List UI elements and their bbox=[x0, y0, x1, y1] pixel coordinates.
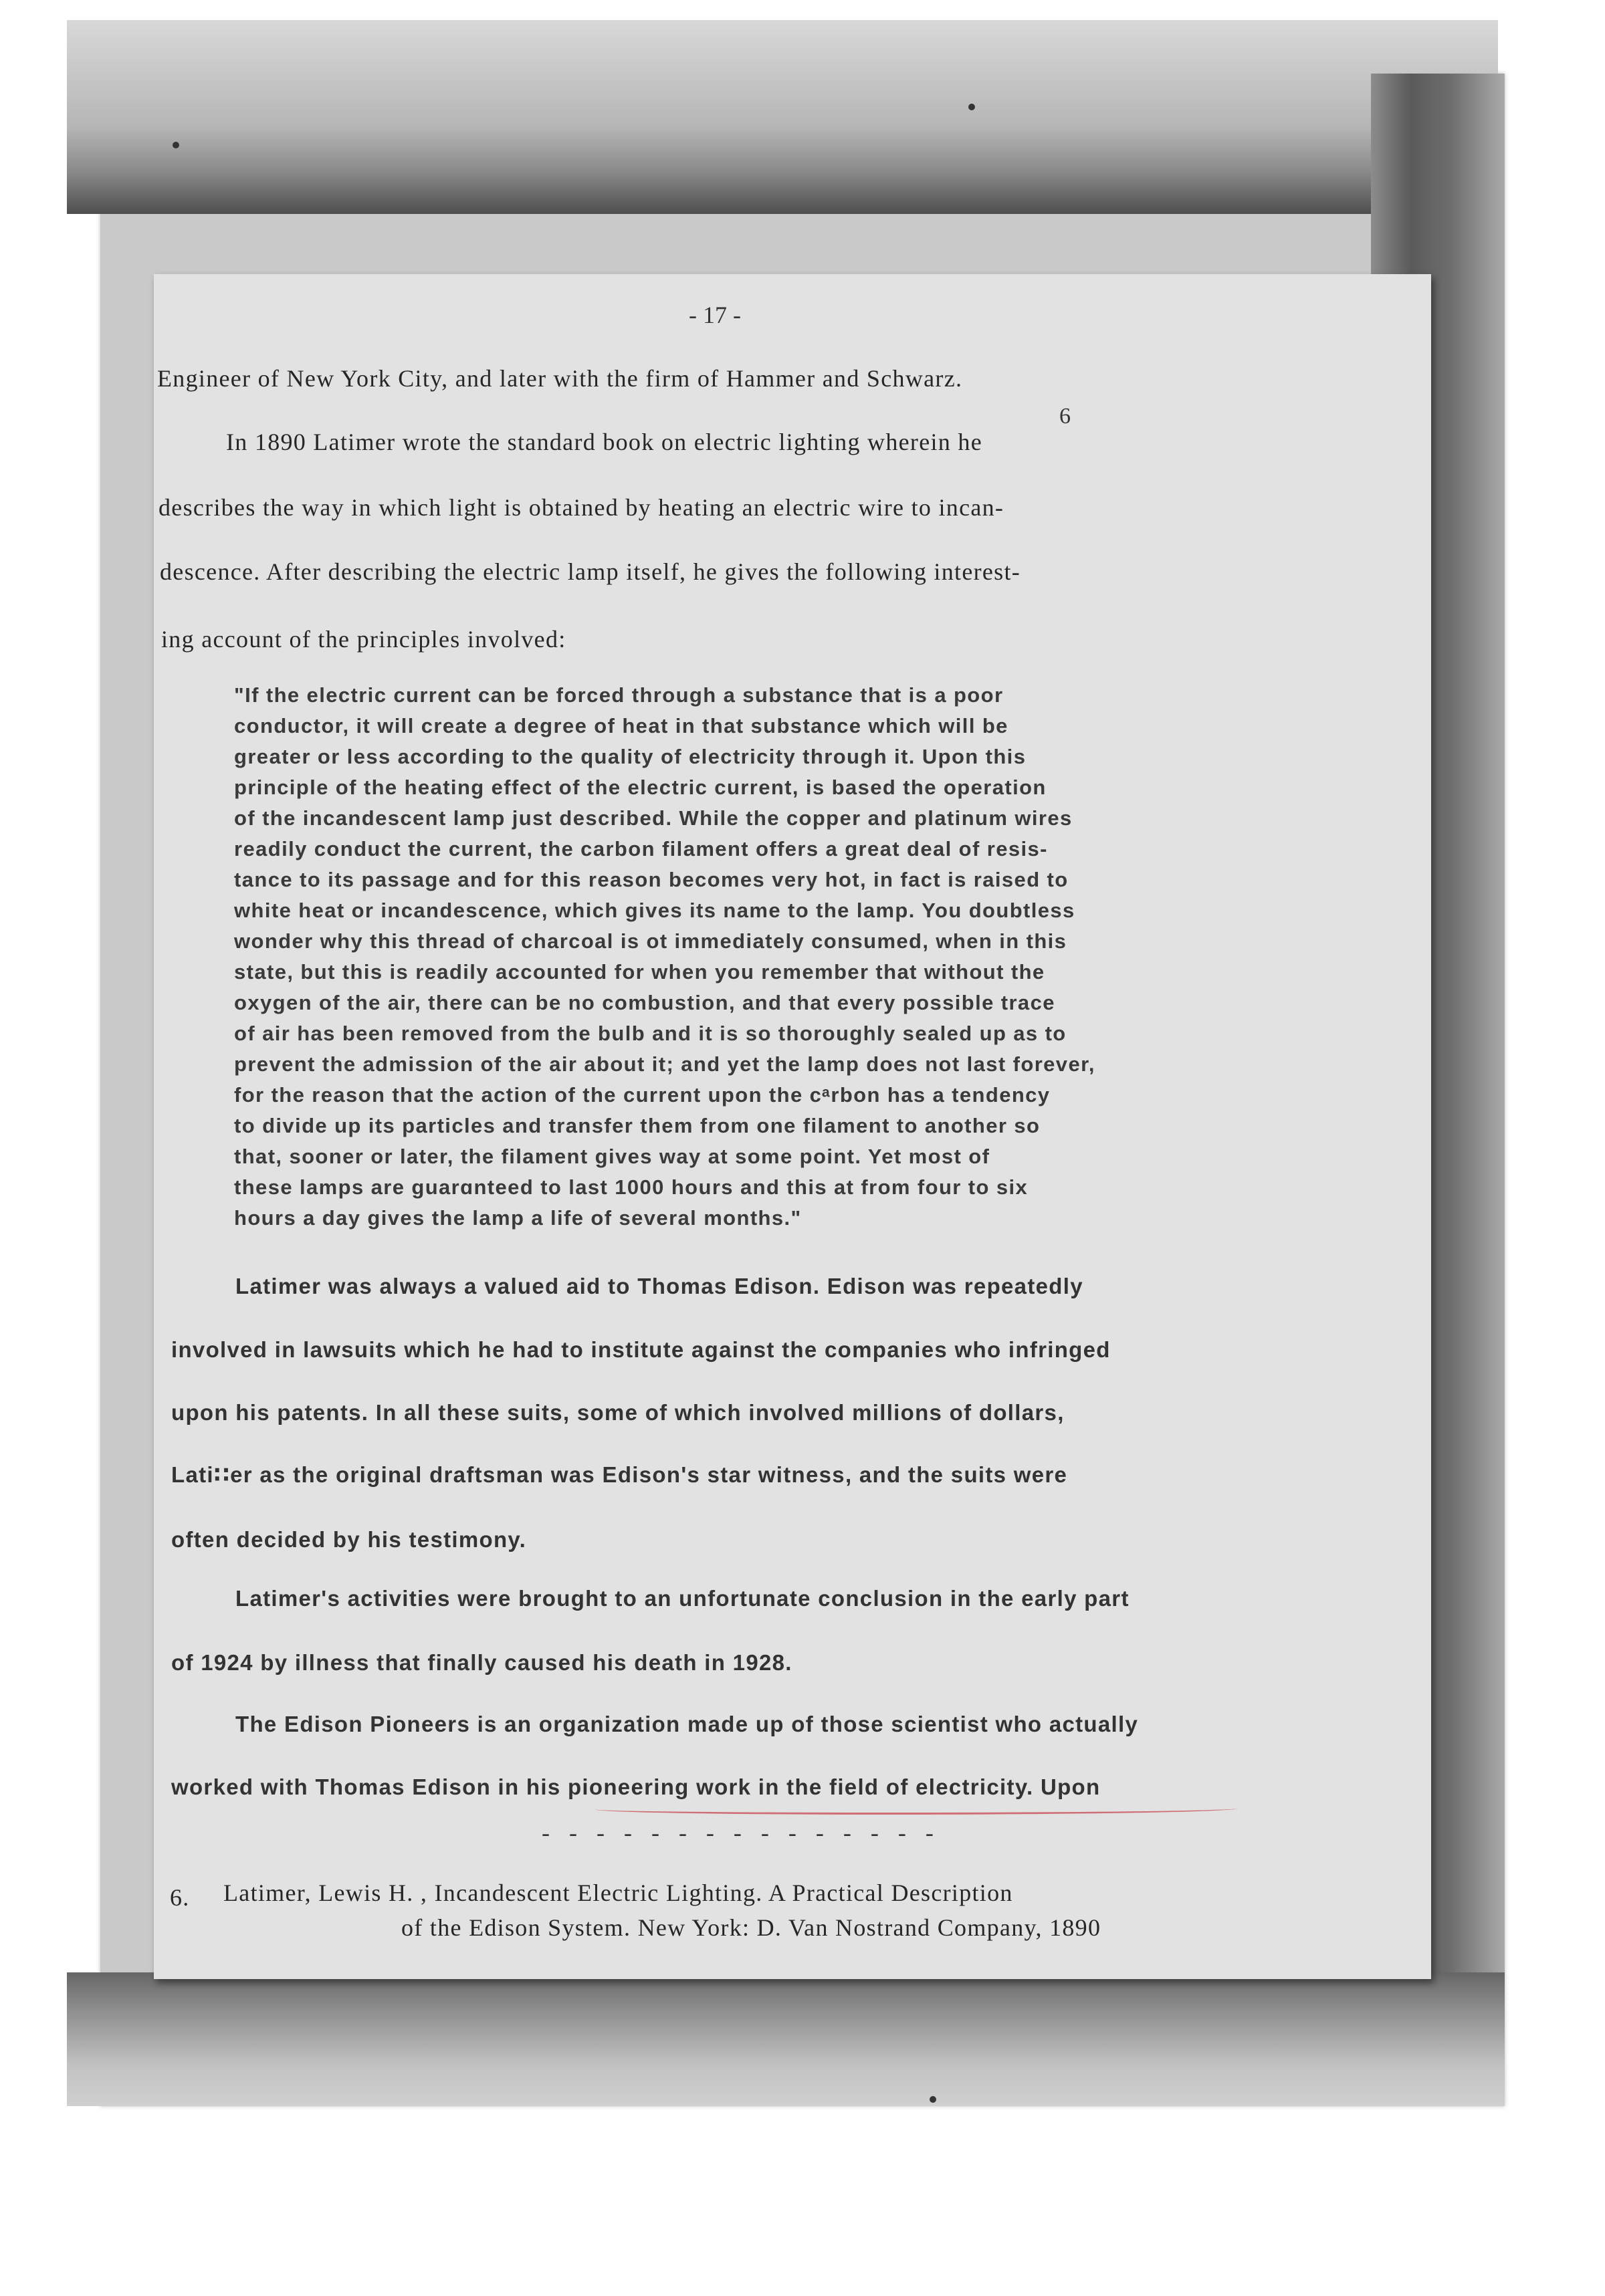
body-line: In 1890 Latimer wrote the standard book on electric lighting wherein he bbox=[226, 429, 982, 455]
body-line: worked with Thomas Edison in his pioneering work in the field of electricity. Upon bbox=[171, 1774, 1101, 1799]
footnote-marker: 6 bbox=[1059, 404, 1071, 429]
body-line: Latimer's activities were brought to an unfortunate conclusion in the early part bbox=[235, 1586, 1130, 1611]
quote-line: of the incandescent lamp just described. While the copper and platinum wires bbox=[234, 806, 1073, 830]
quote-line: to divide up its particles and transfer them from one filament to another so bbox=[234, 1114, 1041, 1137]
quote-line: for the reason that the action of the current upon the cᵃrbon has a tendency bbox=[234, 1083, 1051, 1107]
body-line: often decided by his testimony. bbox=[171, 1527, 527, 1552]
footnote-line: Latimer, Lewis H. , Incandescent Electric Lighting. A Practical Description bbox=[223, 1879, 1013, 1906]
quote-line: conductor, it will create a degree of heat in that substance which will be bbox=[234, 714, 1008, 737]
body-line: Lati∷er as the original draftsman was Edison's star witness, and the suits were bbox=[171, 1462, 1068, 1487]
page-number: - 17 - bbox=[689, 302, 741, 328]
quote-line: hours a day gives the lamp a life of several months." bbox=[234, 1206, 802, 1230]
scan-shadow-bottom bbox=[67, 1972, 1505, 2106]
body-line: involved in lawsuits which he had to institute against the companies who infringed bbox=[171, 1337, 1111, 1362]
body-line: describes the way in which light is obtained by heating an electric wire to incan- bbox=[158, 494, 1004, 521]
body-line: Engineer of New York City, and later with the firm of Hammer and Schwarz. bbox=[157, 365, 963, 392]
body-line: descence. After describing the electric lamp itself, he gives the following interest- bbox=[160, 558, 1021, 585]
body-line: ing account of the principles involved: bbox=[161, 626, 566, 653]
quote-line: these lamps are guarɑnteed to last 1000 hours and this at from four to six bbox=[234, 1175, 1029, 1199]
quote-line: "If the electric current can be forced through a substance that is a poor bbox=[234, 683, 1004, 707]
footnote-number: 6. bbox=[170, 1884, 190, 1911]
scan-shadow-top bbox=[67, 20, 1498, 214]
quote-line: wonder why this thread of charcoal is ot immediately consumed, when in this bbox=[234, 929, 1067, 953]
quote-line: tance to its passage and for this reason becomes very hot, in fact is raised to bbox=[234, 868, 1069, 891]
scan-speck bbox=[930, 2096, 936, 2103]
quote-line: readily conduct the current, the carbon filament offers a great deal of resis- bbox=[234, 837, 1048, 860]
quote-line: principle of the heating effect of the electric current, is based the operation bbox=[234, 776, 1047, 799]
quote-line: of air has been removed from the bulb and it is so thoroughly sealed up as to bbox=[234, 1022, 1067, 1045]
scan-speck bbox=[968, 104, 975, 110]
quote-line: oxygen of the air, there can be no combustion, and that every possible trace bbox=[234, 991, 1055, 1014]
body-line: upon his patents. In all these suits, some of which involved millions of dollars, bbox=[171, 1400, 1065, 1425]
body-line: The Edison Pioneers is an organization made up of those scientist who actually bbox=[235, 1712, 1139, 1736]
quote-line: state, but this is readily accounted for when you remember that without the bbox=[234, 960, 1045, 984]
quote-line: greater or less according to the quality of electricity through it. Upon this bbox=[234, 745, 1027, 768]
footnote-separator: - - - - - - - - - - - - - - - bbox=[542, 1819, 940, 1846]
scan-speck bbox=[173, 142, 179, 148]
quote-line: white heat or incandescence, which gives its name to the lamp. You doubtless bbox=[234, 899, 1075, 922]
body-line: of 1924 by illness that finally caused his death in 1928. bbox=[171, 1650, 792, 1675]
body-line: Latimer was always a valued aid to Thomas Edison. Edison was repeatedly bbox=[235, 1274, 1083, 1298]
quote-line: that, sooner or later, the filament gives way at some point. Yet most of bbox=[234, 1145, 990, 1168]
quote-line: prevent the admission of the air about it; and yet the lamp does not last forever, bbox=[234, 1052, 1095, 1076]
footnote-line: of the Edison System. New York: D. Van Nostrand Company, 1890 bbox=[401, 1914, 1101, 1941]
